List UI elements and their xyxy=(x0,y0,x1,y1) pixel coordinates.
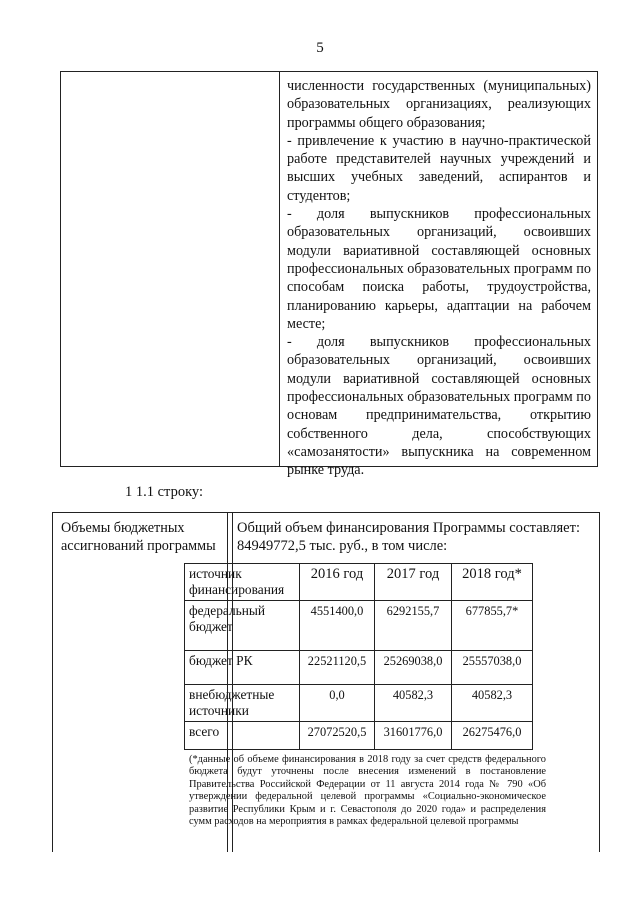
value-cell: 22521120,5 xyxy=(300,651,375,685)
column-divider xyxy=(279,72,280,466)
row-label-cell: всего xyxy=(185,722,300,750)
row-label-cell: федеральный бюджет xyxy=(185,601,300,651)
header-cell: источник финансирования xyxy=(185,564,300,601)
table-row xyxy=(185,685,533,722)
value-cell: 26275476,0 xyxy=(452,722,533,750)
table-row xyxy=(185,601,533,651)
value-cell: 6292155,7 xyxy=(375,601,452,651)
value-cell: 677855,7* xyxy=(452,601,533,651)
financing-footnote: (*данные об объеме финансирования в 2018 году за счет средств федерального бюджета будут уточнены после внесения изменений в постановление Правительства Российской Федерации от 11 августа 2014 года № 790 «Об утверждении федеральной целевой программы «Социально-экономическое развитие Республики Крым и г. Севастополя до 2020 года» и распределения сумм расходов на мероприятия в рамках федеральной целевой программы xyxy=(189,754,546,828)
value-cell: 27072520,5 xyxy=(300,722,375,750)
value-cell: 25557038,0 xyxy=(452,651,533,685)
header-cell: 2016 год xyxy=(300,564,375,601)
value-cell: 4551400,0 xyxy=(300,601,375,651)
row-label-cell: внебюджетные источники xyxy=(185,685,300,722)
table-row xyxy=(185,651,533,685)
value-cell: 40582,3 xyxy=(375,685,452,722)
header-cell: 2017 год xyxy=(375,564,452,601)
continuation-table xyxy=(60,71,598,479)
financing-table xyxy=(184,563,533,750)
row-label-cell: бюджет РК xyxy=(185,651,300,685)
budget-label-cell: Объемы бюджетных ассигнований программы xyxy=(61,520,216,554)
value-cell: 31601776,0 xyxy=(375,722,452,750)
value-cell: 25269038,0 xyxy=(375,651,452,685)
table-header-row xyxy=(185,564,533,601)
header-cell: 2018 год* xyxy=(452,564,533,601)
page-number: 5 xyxy=(316,40,324,56)
indicator-paragraph: - доля выпускников профессиональных образовательных организаций, освоивших модули вариативной составляющей основных профессиональных образовательных программ по способам поиска работы, трудоустройства, планированию карьеры, адаптации на рабочем месте; xyxy=(287,206,591,332)
financing-summary: Общий объем финансирования Программы составляет: 84949772,5 тыс. руб., в том числе: xyxy=(237,520,580,554)
section-heading: 1 1.1 строку: xyxy=(125,484,204,500)
table-row xyxy=(185,722,533,750)
indicator-paragraph: - доля выпускников профессиональных образовательных организаций, освоивших модули вариативной составляющей основных профессиональных образовательных программ по основам предпринимательства, открытию собственного дела, способствующих «самозанятости» выпускника на современном рынке труда. xyxy=(287,334,591,479)
value-cell: 0,0 xyxy=(300,685,375,722)
value-cell: 40582,3 xyxy=(452,685,533,722)
indicator-paragraph: численности государственных (муниципальных) образовательных организациях, реализующих программы общего образования; xyxy=(287,78,591,131)
indicator-paragraph: - привлечение к участию в научно-практической работе представителей научных учреждений и высших учебных заведений, аспирантов и студентов; xyxy=(287,132,591,204)
indicators-cell xyxy=(287,77,591,480)
